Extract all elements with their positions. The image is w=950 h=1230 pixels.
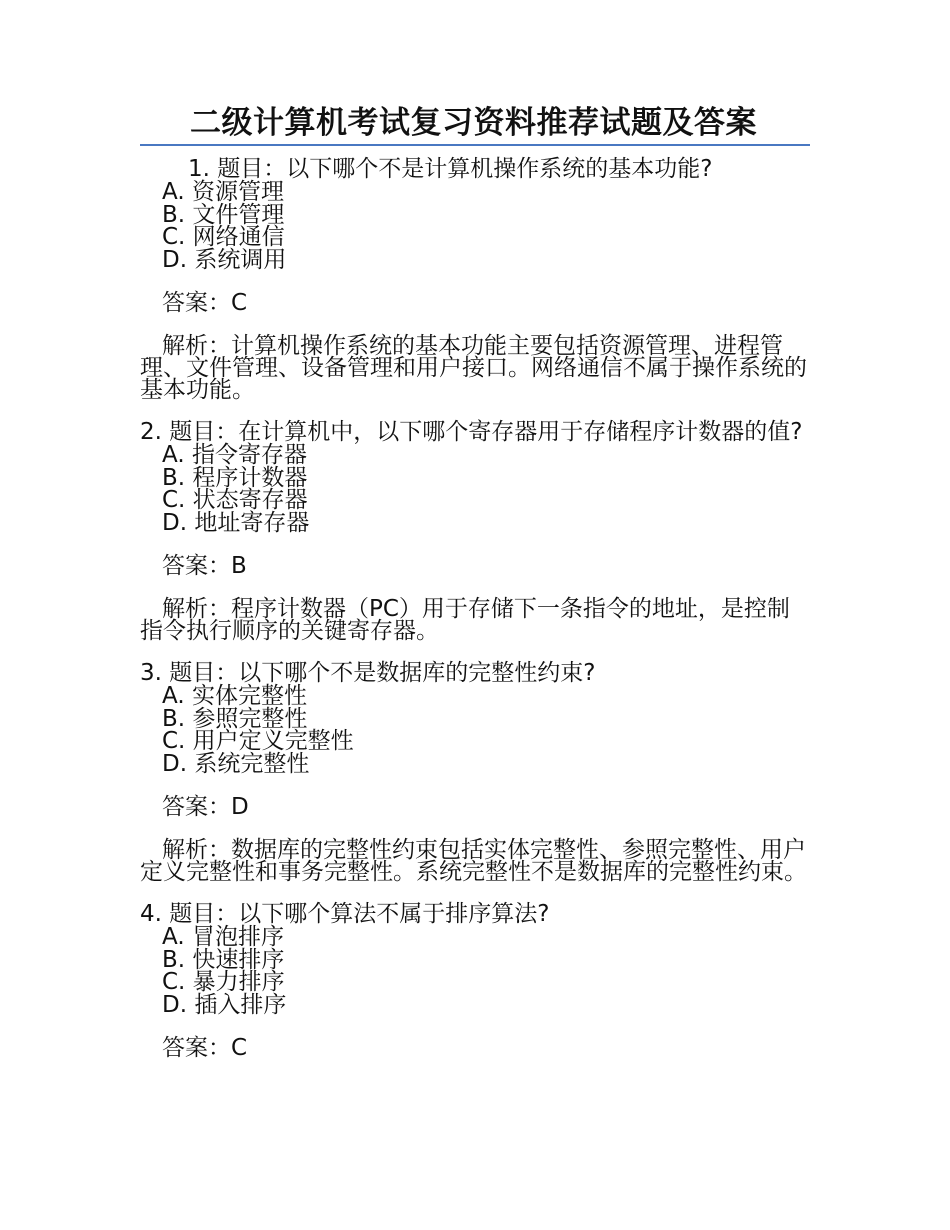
- option-d: D. 系统调用: [162, 246, 287, 273]
- option-c: C. 暴力排序: [162, 969, 285, 995]
- question-3: [140, 662, 812, 883]
- document-body: [140, 158, 812, 1060]
- question-4: [140, 903, 812, 1060]
- explanation: 解析：程序计数器（PC）用于存储下一条指令的地址，是控制指令执行顺序的关键寄存器。: [140, 596, 790, 644]
- option-c: C. 网络通信: [162, 224, 285, 250]
- option-d: D. 系统完整性: [162, 750, 310, 777]
- option-a: A. 实体完整性: [162, 683, 307, 709]
- option-b: B. 程序计数器: [162, 464, 308, 491]
- option-b: B. 文件管理: [162, 201, 285, 228]
- option-d: D. 插入排序: [162, 991, 287, 1018]
- question-title: 3. 题目：以下哪个不是数据库的完整性约束?: [140, 660, 596, 686]
- question-2: [140, 421, 812, 642]
- option-d: D. 地址寄存器: [162, 509, 310, 536]
- question-title: 4. 题目：以下哪个算法不属于排序算法?: [140, 901, 550, 927]
- question-title: 1. 题目：以下哪个不是计算机操作系统的基本功能?: [188, 156, 713, 182]
- question-title: 2. 题目：在计算机中，以下哪个寄存器用于存储程序计数器的值?: [140, 419, 803, 445]
- document-title: 二级计算机考试复习资料推荐试题及答案: [190, 105, 757, 141]
- title-area: [140, 104, 810, 146]
- question-1: [140, 158, 812, 401]
- explanation: 解析：计算机操作系统的基本功能主要包括资源管理、进程管理、文件管理、设备管理和用户接口。网络通信不属于操作系统的基本功能。: [140, 333, 807, 403]
- option-a: A. 冒泡排序: [162, 924, 284, 950]
- answer: 答案：D: [162, 794, 249, 820]
- explanation: 解析：数据库的完整性约束包括实体完整性、参照完整性、用户定义完整性和事务完整性。系统完整性不是数据库的完整性约束。: [140, 837, 807, 885]
- answer: 答案：C: [162, 1035, 248, 1061]
- answer: 答案：B: [162, 553, 247, 579]
- answer: 答案：C: [162, 290, 248, 316]
- option-c: C. 用户定义完整性: [162, 728, 354, 754]
- option-a: A. 资源管理: [162, 179, 284, 205]
- option-b: B. 参照完整性: [162, 705, 308, 732]
- option-c: C. 状态寄存器: [162, 487, 308, 513]
- option-b: B. 快速排序: [162, 946, 285, 973]
- option-a: A. 指令寄存器: [162, 442, 307, 468]
